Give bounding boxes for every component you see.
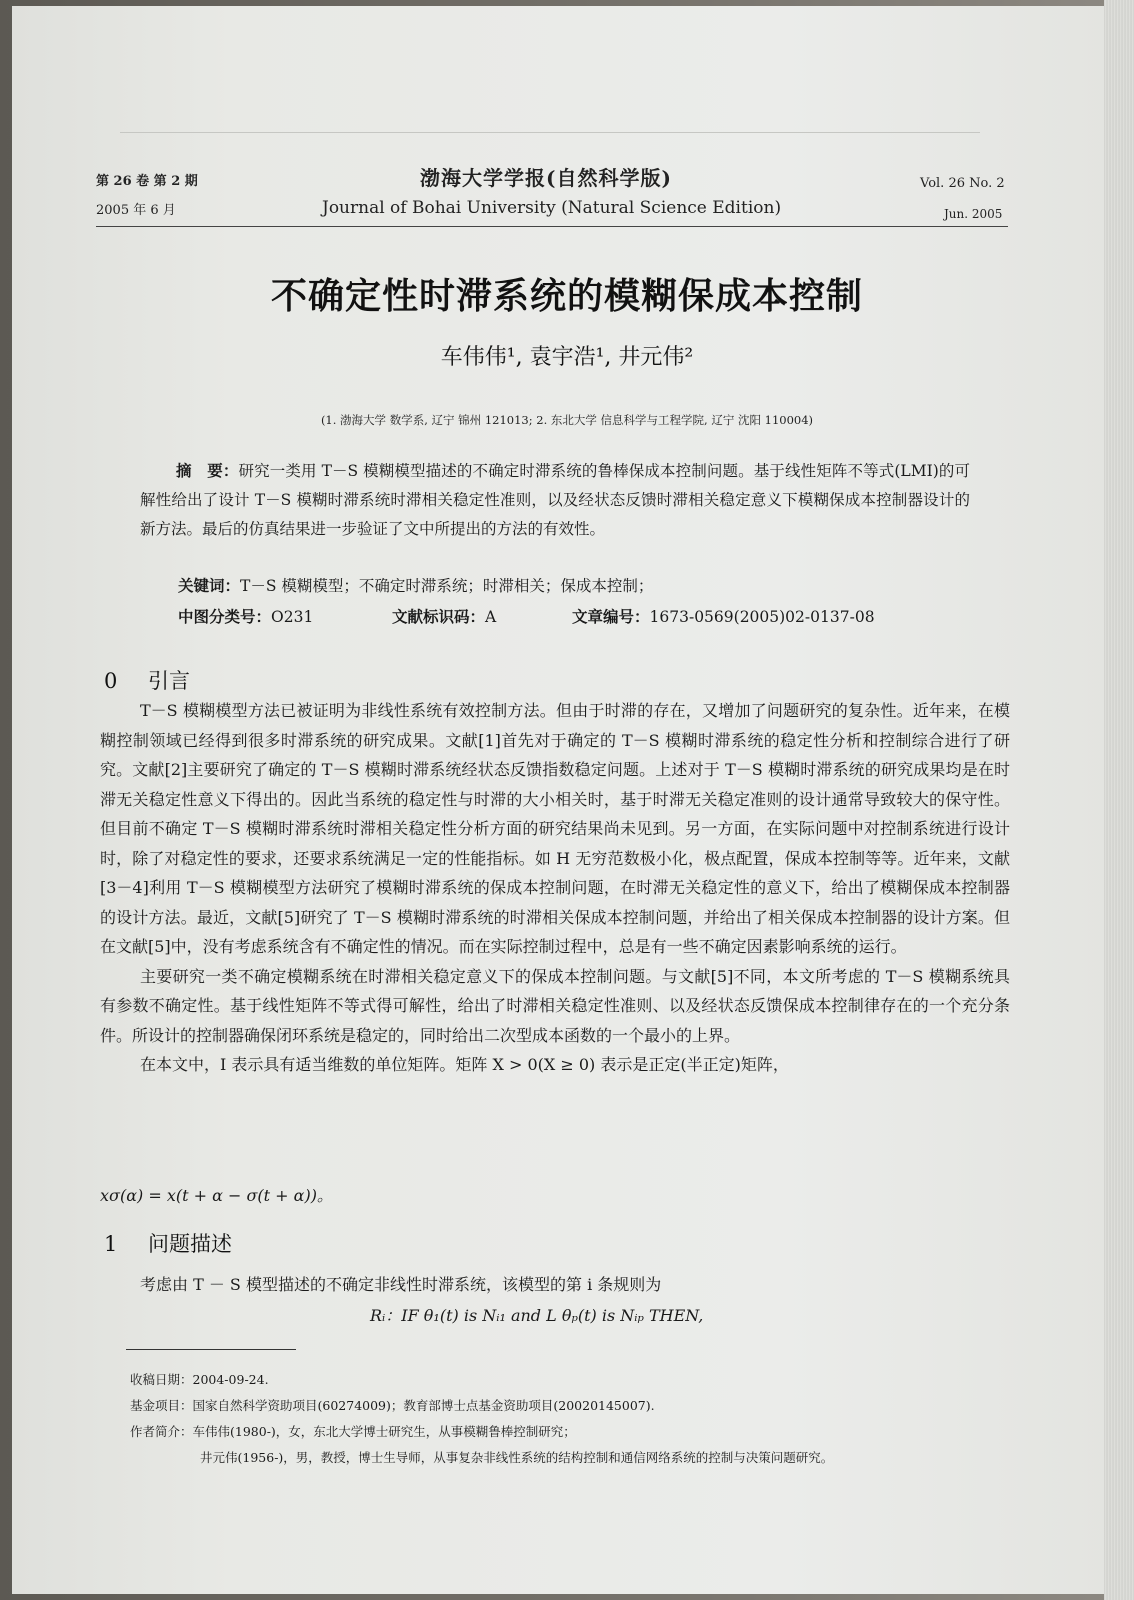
document-code-value: A bbox=[485, 608, 497, 626]
article-number-value: 1673-0569(2005)02-0137-08 bbox=[649, 608, 875, 626]
abstract-text: 研究一类用 T－S 模糊模型描述的不确定时滞系统的鲁棒保成本控制问题。基于线性矩阵不等式(LMI)的可解性给出了设计 T－S 模糊时滞系统时滞相关稳定性准则，以及经状态反馈时滞相关稳定意义下模糊保成本控制器设计的新方法。最后的仿真结果进一步验证了文中所提出的方法的有效性。 bbox=[140, 462, 970, 538]
footnote-fund: 基金项目：国家自然科学资助项目(60274009)；教育部博士点基金资助项目(20020145007). bbox=[130, 1398, 655, 1413]
clc-label: 中图分类号： bbox=[178, 607, 272, 626]
problem-body bbox=[100, 1270, 1010, 1300]
section-number: 0 bbox=[104, 669, 118, 693]
header-date-cn: 2005 年 6 月 bbox=[96, 203, 176, 218]
intro-paragraph: 主要研究一类不确定模糊系统在时滞相关稳定意义下的保成本控制问题。与文献[5]不同，本文所考虑的 T－S 模糊系统具有参数不确定性。基于线性矩阵不等式得可解性，给出了时滞相关稳定性准则、以及经状态反馈保成本控制律存在的一个充分条件。所设计的控制器确保闭环系统是稳定的，同时给出二次型成本函数的一个最小的上界。 bbox=[100, 966, 1010, 1045]
keywords bbox=[178, 574, 653, 596]
notation-equation: xσ(α) = x(t + α − σ(t + α))。 bbox=[100, 1186, 333, 1205]
page-stack-edge bbox=[1104, 0, 1134, 1600]
paper-authors: 车伟伟¹, 袁宇浩¹, 井元伟² bbox=[440, 345, 694, 370]
header-vol-issue-cn: 第 26 卷 第 2 期 bbox=[96, 174, 198, 189]
bleed-through-rule bbox=[120, 132, 980, 133]
introduction-body bbox=[100, 696, 1010, 1080]
section-heading-problem bbox=[104, 1228, 232, 1258]
author-affiliation: (1. 渤海大学 数学系, 辽宁 锦州 121013; 2. 东北大学 信息科学与工程学院, 辽宁 沈阳 110004) bbox=[320, 413, 814, 427]
header-vol-issue-en: Vol. 26 No. 2 bbox=[920, 176, 1005, 191]
clc-value: O231 bbox=[271, 608, 314, 626]
intro-paragraph: 在本文中，I 表示具有适当维数的单位矩阵。矩阵 X > 0(X ≥ 0) 表示是正定(半正定)矩阵， bbox=[140, 1055, 789, 1074]
intro-paragraph: T－S 模糊模型方法已被证明为非线性系统有效控制方法。但由于时滞的存在，又增加了问题研究的复杂性。近年来，在模糊控制领域已经得到很多时滞系统的研究成果。文献[1]首先对于确定的 T－S 模糊时滞系统的稳定性分析和控制综合进行了研究。文献[2]主要研究了确定的 T－S 模糊时滞系统经状态反馈指数稳定问题。上述对于 T－S 模糊时滞系统的研究成果均是在时滞无关稳定性意义下得出的。因此当系统的稳定性与时滞的大小相关时，基于时滞无关稳定准则的设计通常导致较大的保守性。但目前不确定 T－S 模糊时滞系统时滞相关稳定性分析方面的研究结果尚未见到。另一方面，在实际问题中对控制系统进行设计时，除了对稳定性的要求，还要求系统满足一定的性能指标。如 H 无穷范数极小化，极点配置，保成本控制等等。近年来，文献[3－4]利用 T－S 模糊模型方法研究了模糊时滞系统的保成本控制问题，在时滞无关稳定性的意义下，给出了模糊保成本控制器的设计方法。最近，文献[5]研究了 T－S 模糊时滞系统的时滞相关保成本控制问题，并给出了相关保成本控制器的设计方案。但在文献[5]中，没有考虑系统含有不确定性的情况。而在实际控制过程中，总是有一些不确定因素影响系统的运行。 bbox=[100, 701, 1010, 956]
document-code-label: 文献标识码： bbox=[392, 607, 486, 626]
header-journal-name-cn: 渤海大学学报(自然科学版) bbox=[420, 166, 672, 190]
paper-title: 不确定性时滞系统的模糊保成本控制 bbox=[270, 275, 863, 317]
footnote-rule bbox=[126, 1349, 296, 1350]
section-title: 问题描述 bbox=[148, 1232, 232, 1256]
article-number bbox=[572, 605, 875, 627]
fuzzy-rule-equation: Rᵢ：IF θ₁(t) is Nᵢ₁ and L θₚ(t) is Nᵢₚ THEN, bbox=[370, 1306, 704, 1325]
article-number-label: 文章编号： bbox=[572, 607, 650, 626]
document-code bbox=[392, 605, 496, 627]
keywords-text: T－S 模糊模型；不确定时滞系统；时滞相关；保成本控制； bbox=[240, 577, 654, 595]
header-date-en: Jun. 2005 bbox=[944, 207, 1003, 221]
section-number: 1 bbox=[104, 1232, 118, 1256]
abstract-label: 摘 要： bbox=[176, 461, 239, 480]
footnote-received: 收稿日期：2004-09-24. bbox=[130, 1372, 269, 1387]
keywords-label: 关键词： bbox=[178, 576, 241, 595]
abstract bbox=[140, 456, 970, 544]
section-heading-introduction bbox=[104, 665, 190, 695]
header-rule bbox=[96, 226, 1008, 227]
clc-number bbox=[178, 605, 313, 627]
header-journal-name-en: Journal of Bohai University (Natural Science Edition) bbox=[322, 198, 782, 218]
section-title: 引言 bbox=[148, 669, 190, 693]
footnote-author2: 井元伟(1956-)，男，教授，博士生导师，从事复杂非线性系统的结构控制和通信网络系统的控制与决策问题研究。 bbox=[200, 1450, 834, 1465]
problem-paragraph: 考虑由 T － S 模型描述的不确定非线性时滞系统，该模型的第 i 条规则为 bbox=[140, 1275, 662, 1294]
footnote-author1: 作者简介：车伟伟(1980-)，女，东北大学博士研究生，从事模糊鲁棒控制研究； bbox=[130, 1424, 576, 1439]
